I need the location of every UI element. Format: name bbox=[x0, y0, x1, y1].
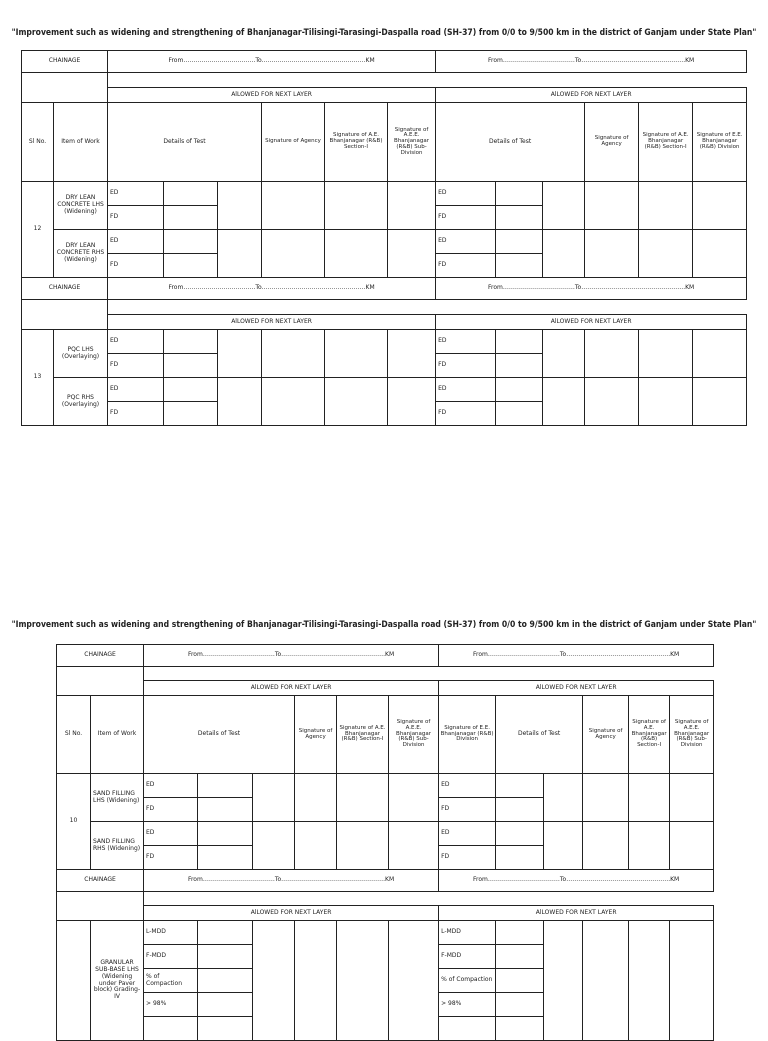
test-label-fmdd: F-MDD bbox=[144, 945, 198, 969]
test-label-fd: FD bbox=[108, 254, 164, 278]
sl-no-cell: 13 bbox=[22, 330, 54, 426]
test-label-lmdd: L-MDD bbox=[144, 921, 198, 945]
sheet2-table bbox=[56, 644, 714, 1041]
chainage-range-left: From………………………………To…………………………………………….KM bbox=[108, 278, 436, 300]
item-of-work-cell: GRANULAR SUB-BASE LHS (Widening under Paver block) Grading-IV bbox=[91, 921, 144, 1041]
header-sig-ae: Signature of A.E. Bhanjanagar (R&B) Section-I bbox=[629, 696, 670, 774]
chainage-range-left: From………………………………To…………………………………………….KM bbox=[144, 645, 439, 667]
item-of-work-cell: DRY LEAN CONCRETE RHS (Widening) bbox=[54, 230, 108, 278]
header-sig-ae: Signature of A.E. Bhanjanagar (R&B) Section-I bbox=[337, 696, 389, 774]
test-label-fd: FD bbox=[436, 354, 496, 378]
chainage-label: CHAINAGE bbox=[22, 278, 108, 300]
sl-no-cell: 10 bbox=[57, 774, 91, 870]
chainage-range-right: From………………………………To…………………………………………….KM bbox=[439, 870, 714, 892]
test-label-fd: FD bbox=[439, 798, 496, 822]
spacer-cell bbox=[436, 73, 747, 88]
chainage-label: CHAINAGE bbox=[57, 870, 144, 892]
allowed-next-layer-left: AlLOWED FOR NEXT LAYER bbox=[108, 88, 436, 103]
test-label-ed: ED bbox=[436, 378, 496, 402]
header-details-of-test: Details of Test bbox=[436, 103, 585, 182]
header-sig-ee: Signature of E.E. Bhanjanagar (R&B) Division bbox=[693, 103, 747, 182]
chainage-range-left: From………………………………To…………………………………………….KM bbox=[108, 51, 436, 73]
test-label-ed: ED bbox=[108, 378, 164, 402]
chainage-range-right: From………………………………To…………………………………………….KM bbox=[439, 645, 714, 667]
test-label-ed: ED bbox=[436, 230, 496, 254]
sheet1-title: "Improvement such as widening and strengthening of Bhanjanagar-Tilisingi-Tarasingi-Daspalla road (SH-37) from 0/0 to 9/500 km in the district of Ganjam under State Plan" bbox=[11, 28, 757, 38]
chainage-label: CHAINAGE bbox=[57, 645, 144, 667]
test-label-fd: FD bbox=[144, 798, 198, 822]
chainage-label: CHAINAGE bbox=[22, 51, 108, 73]
item-of-work-cell: DRY LEAN CONCRETE LHS (Widening) bbox=[54, 182, 108, 230]
header-details-of-test: Details of Test bbox=[144, 696, 295, 774]
allowed-next-layer-right: AlLOWED FOR NEXT LAYER bbox=[436, 88, 747, 103]
test-label-gt98: > 98% bbox=[144, 993, 198, 1017]
header-sig-agency: Signature of Agency bbox=[585, 103, 639, 182]
allowed-next-layer-left: AlLOWED FOR NEXT LAYER bbox=[108, 315, 436, 330]
test-label-fd: FD bbox=[436, 254, 496, 278]
header-sig-aee: Signature of A.E.E. Bhanjanagar (R&B) Sub-Division bbox=[670, 696, 714, 774]
header-sig-ae: Signature of A.E. Bhanjanagar (R&B) Section-I bbox=[639, 103, 693, 182]
header-details-of-test: Details of Test bbox=[108, 103, 262, 182]
header-details-of-test: Details of Test bbox=[496, 696, 583, 774]
chainage-range-right: From………………………………To…………………………………………….KM bbox=[436, 278, 747, 300]
test-label-ed: ED bbox=[436, 330, 496, 354]
test-label-ed: ED bbox=[108, 182, 164, 206]
header-sl-no: Sl No. bbox=[22, 103, 54, 182]
spacer-cell bbox=[108, 73, 436, 88]
test-label-fd: FD bbox=[436, 402, 496, 426]
sl-no-cell: 12 bbox=[22, 182, 54, 278]
test-label-gt98: > 98% bbox=[439, 993, 496, 1017]
test-label-ed: ED bbox=[108, 330, 164, 354]
test-label-ed: ED bbox=[436, 182, 496, 206]
item-of-work-cell: SAND FILLING RHS (Widening) bbox=[91, 822, 144, 870]
allowed-next-layer-right: AlLOWED FOR NEXT LAYER bbox=[436, 315, 747, 330]
item-of-work-cell: SAND FILLING LHS (Widening) bbox=[91, 774, 144, 822]
test-label-fd: FD bbox=[108, 206, 164, 230]
header-item-of-work: Item of Work bbox=[91, 696, 144, 774]
header-sig-agency: Signature of Agency bbox=[295, 696, 337, 774]
test-label-ed: ED bbox=[439, 822, 496, 846]
chainage-range-left: From………………………………To…………………………………………….KM bbox=[144, 870, 439, 892]
spacer-cell bbox=[22, 300, 108, 330]
test-label-ed: ED bbox=[144, 822, 198, 846]
test-label-compaction: % of Compaction bbox=[439, 969, 496, 993]
sheet2-title: "Improvement such as widening and strengthening of Bhanjanagar-Tilisingi-Tarasingi-Daspalla road (SH-37) from 0/0 to 9/500 km in the district of Ganjam under State Plan" bbox=[11, 620, 757, 630]
allowed-next-layer-right: AlLOWED FOR NEXT LAYER bbox=[439, 681, 714, 696]
test-label-ed: ED bbox=[108, 230, 164, 254]
test-label-fd: FD bbox=[108, 402, 164, 426]
test-label-fd: FD bbox=[436, 206, 496, 230]
spacer-cell bbox=[22, 73, 108, 103]
test-label-lmdd: L-MDD bbox=[439, 921, 496, 945]
header-sig-agency: Signature of Agency bbox=[262, 103, 325, 182]
header-item-of-work: Item of Work bbox=[54, 103, 108, 182]
test-label-fmdd: F-MDD bbox=[439, 945, 496, 969]
spacer-cell bbox=[57, 892, 144, 921]
spacer-cell bbox=[57, 667, 144, 696]
item-of-work-cell: PQC LHS (Overlaying) bbox=[54, 330, 108, 378]
chainage-range-right: From………………………………To…………………………………………….KM bbox=[436, 51, 747, 73]
header-sig-ae: Signature of A.E. Bhanjanagar (R&B) Section-I bbox=[325, 103, 388, 182]
header-sig-aee: Signature of A.E.E. Bhanjanagar (R&B) Sub-Division bbox=[388, 103, 436, 182]
test-label-fd: FD bbox=[108, 354, 164, 378]
sheet1-table bbox=[21, 50, 747, 426]
allowed-next-layer-left: AlLOWED FOR NEXT LAYER bbox=[144, 906, 439, 921]
allowed-next-layer-right: AlLOWED FOR NEXT LAYER bbox=[439, 906, 714, 921]
header-sig-agency: Signature of Agency bbox=[583, 696, 629, 774]
item-of-work-cell: PQC RHS (Overlaying) bbox=[54, 378, 108, 426]
test-label-compaction: % of Compaction bbox=[144, 969, 198, 993]
test-label-fd: FD bbox=[144, 846, 198, 870]
test-label-fd: FD bbox=[439, 846, 496, 870]
header-sl-no: Sl No. bbox=[57, 696, 91, 774]
test-label-ed: ED bbox=[144, 774, 198, 798]
allowed-next-layer-left: AlLOWED FOR NEXT LAYER bbox=[144, 681, 439, 696]
header-sig-ee: Signature of E.E. Bhanjanagar (R&B) Division bbox=[439, 696, 496, 774]
test-label-ed: ED bbox=[439, 774, 496, 798]
header-sig-aee: Signature of A.E.E. Bhanjanagar (R&B) Sub-Division bbox=[389, 696, 439, 774]
